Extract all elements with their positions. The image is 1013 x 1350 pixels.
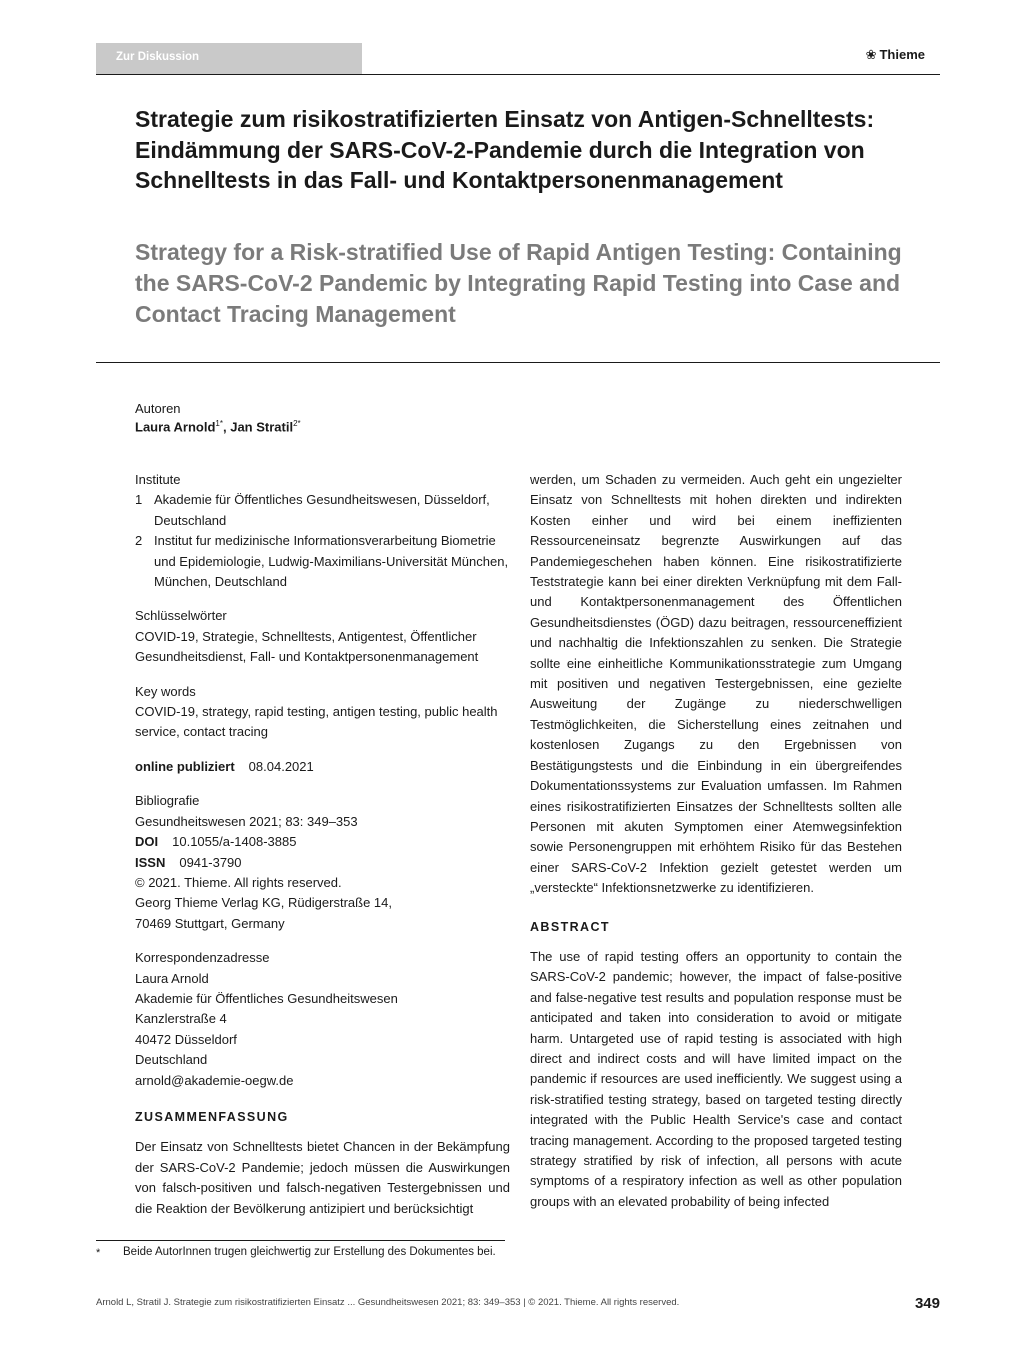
keywords-en-label: Key words xyxy=(135,683,196,699)
authors-label: Autoren xyxy=(135,401,181,416)
abstract-heading: ABSTRACT xyxy=(530,919,610,934)
bibliography-label: Bibliografie xyxy=(135,793,200,809)
section-label: Zur Diskussion xyxy=(96,43,362,74)
correspondence-line: Kanzlerstraße 4 xyxy=(135,1011,227,1027)
footnote-mark: * xyxy=(96,1247,101,1259)
keywords-en-text: COVID-19, strategy, rapid testing, antigen testing, public health service, contact tracing xyxy=(135,704,498,740)
bibliography-journal: Gesundheitswesen 2021; 83: 349–353 xyxy=(135,813,358,829)
author-name: Jan Stratil xyxy=(230,419,294,435)
zusammenfassung-text-start: Der Einsatz von Schnelltests bietet Chancen in der Bekämpfung der SARS-CoV-2 Pandemie; jedoch müssen die Auswirkungen von falsch-positiven und falsch-negativen Testergebnissen und die Reaktion der Bevölkerung antizipiert und berücksichtigt xyxy=(135,1139,510,1216)
footnote-text: Beide AutorInnen trugen gleichwertig zur Erstellung des Dokumentes bei. xyxy=(123,1246,496,1258)
author-affiliation: 2* xyxy=(293,419,301,428)
authors-list: Laura Arnold$^{1*}$, Jan Stratil$^{2*}$ xyxy=(135,419,301,435)
correspondence-label: Korrespondenzadresse xyxy=(135,950,270,966)
metadata-column xyxy=(135,470,510,1219)
thieme-icon: ❀ xyxy=(865,47,877,62)
correspondence-line: Akademie für Öffentliches Gesundheitswesen xyxy=(135,990,398,1006)
keywords-de-label: Schlüsselwörter xyxy=(135,608,227,624)
abstract-text: The use of rapid testing offers an opportunity to contain the SARS-CoV-2 pandemic; however, the impact of false-positive and false-negative test results and population response must be anticipated and taken into consideration to avoid or mitigate harm. Untargeted use of rapid testing is associated with high direct and indirect costs and will have limited impact on the pandemic if resources are used inefficiently. We suggest using a risk-stratified testing strategy, based on targeted testing directly integrated with the Public Health Service's case and contact tracing management. According to the proposed targeted testing strategy stratified by risk of infection, all persons with acute symptoms of a respiratory infection as well as other population groups with an elevated probability of being infected xyxy=(530,948,902,1209)
keywords-de-text: COVID-19, Strategie, Schnelltests, Antigentest, Öffentlicher Gesundheitsdienst, Fall- und Kontaktpersonenmanagement xyxy=(135,628,479,665)
bibliography-issn: ISSN 0941-3790 xyxy=(135,854,242,870)
author-name: Laura Arnold xyxy=(135,419,216,435)
bibliography-copyright: © 2021. Thieme. All rights reserved. xyxy=(135,874,342,890)
online-published: online publiziert 08.04.2021 xyxy=(135,758,314,774)
title-divider xyxy=(96,362,940,363)
zusammenfassung-heading: ZUSAMMENFASSUNG xyxy=(135,1109,289,1124)
institute-item: 1 Akademie für Öffentliches Gesundheitswesen, Düsseldorf, Deutschland xyxy=(135,492,490,528)
title-german: Strategie zum risikostratifizierten Einsatz von Antigen-Schnelltests: Eindämmung der SARS-CoV-2-Pandemie durch die Integration von Schnelltests in das Fall- und Kontaktpersonenmanagement xyxy=(135,106,875,193)
correspondence-line: 40472 Düsseldorf xyxy=(135,1031,237,1047)
abstract-column xyxy=(530,470,902,1212)
correspondence-line: Deutschland xyxy=(135,1052,208,1068)
author-affiliation: 1* xyxy=(215,419,223,428)
bibliography-publisher-city: 70469 Stuttgart, Germany xyxy=(135,915,285,931)
zusammenfassung-text-continued: werden, um Schaden zu vermeiden. Auch geht ein ungezielter Einsatz von Schnelltests mit hohen direkten und indirekten Kosten einher und wird bei einem ineffizienten Ressourceneinsatz begrenzte Auswirkungen auf das Pandemiegeschehen haben können. Eine risikostratifizierte Teststrategie kann bei einer direkten Verknüpfung mit dem Fall- und Kontaktpersonenmanagement des Öffentlichen Gesundheitsdienstes (ÖGD) dazu beitragen, ressourceneffizient und nachhaltig die Infektionszahlen zu senken. Die Strategie sollte eine einheitliche Kommunikationsstrategie zum Umgang mit positiven und negativen Testergebnissen, eine gezielte Ausweitung der Zugänge zu niederschwelligen Testmöglichkeiten, die Sicherstellung eines zeitnahen und kostenlosen Zugangs zu den Ergebnissen von Bestätigungstests und die Einbindung in ein übergreifendes Dokumentationssystems zur Evaluation umfassen. Im Rahmen eines risikostratifizierten Einsatzes der Schnelltests sollten alle Personen mit akuten Symptomen einer Atemwegsinfektion sowie Personengruppen mit erhöhtem Risiko für das Bestehen einer SARS-CoV-2 Infektion gezielt getestet werden um „versteckte“ Infektionsnetzwerke zu identifizieren. xyxy=(530,472,902,896)
institutes-list xyxy=(135,490,510,592)
page-number: 349 xyxy=(914,1295,940,1312)
publisher-name: Thieme xyxy=(879,47,925,62)
title-english: Strategy for a Risk-stratified Use of Rapid Antigen Testing: Containing the SARS-CoV-2 Pandemic by Integrating Rapid Testing into Case and Contact Tracing Management xyxy=(135,239,902,327)
bibliography-publisher: Georg Thieme Verlag KG, Rüdigerstraße 14, xyxy=(135,895,392,911)
institutes-label: Institute xyxy=(135,472,181,487)
footnote-divider xyxy=(96,1240,505,1241)
footer-citation: Arnold L, Stratil J. Strategie zum risikostratifizierten Einsatz ... Gesundheitswesen 2021; 83: 349–353 | © 2021. Thieme. All rights reserved. xyxy=(96,1297,680,1308)
bibliography-doi: DOI 10.1055/a-1408-3885 xyxy=(135,834,297,850)
correspondence-email[interactable]: arnold@akademie-oegw.de xyxy=(135,1072,294,1088)
correspondence-line: Laura Arnold xyxy=(135,970,209,986)
header-divider xyxy=(96,74,940,75)
publisher-logo xyxy=(866,47,925,63)
institute-item: 2 Institut fur medizinische Informationsverarbeitung Biometrie und Epidemiologie, Ludwig-Maximilians-Universität München, München, Deutschland xyxy=(135,533,509,590)
